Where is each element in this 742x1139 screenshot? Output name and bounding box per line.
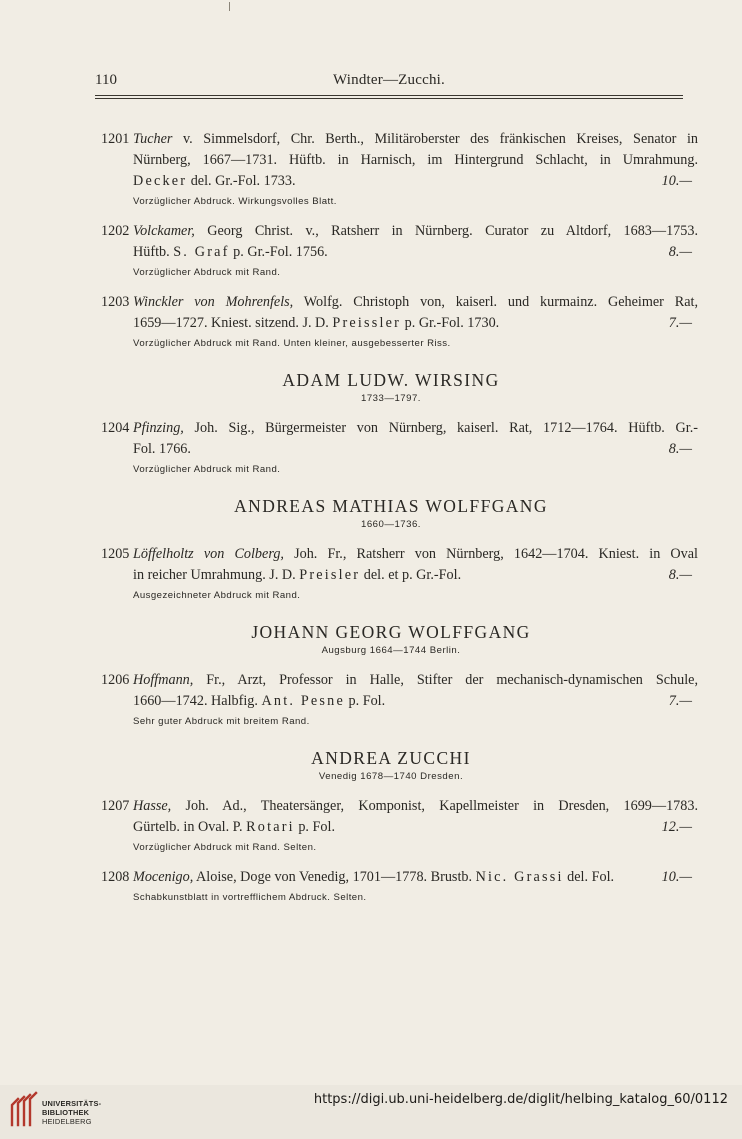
entry-text: Joh. Ad., Theatersänger, Komponist, Kapellmeister in Dresden, 1699—1783. [171,798,698,814]
entry-body [133,418,698,477]
catalog-entry [101,544,699,603]
condition-note: Sehr guter Abdruck mit breitem Rand. [133,716,310,727]
entry-text: in reicher Umrahmung. J. D. [133,567,300,583]
entry-text: Joh. Fr., Ratsherr von Nürnberg, 1642—1704. Kniest. in Oval [283,546,698,562]
condition-note: Schabkunstblatt in vortrefflichem Abdruck. Selten. [133,892,367,903]
entry-text: Nürnberg, 1667—1731. Hüftb. in Harnisch, im Hintergrund Schlacht, in Umrahmung. [133,152,698,168]
lot-price: 7.— [668,693,692,709]
entry-group-d [101,670,699,729]
lot-price: 10.— [661,869,692,885]
library-name [42,1100,101,1126]
entry-line [133,292,698,313]
lot-price: 7.— [668,315,692,331]
entry-line [133,150,698,171]
entry-text: 1659—1727. Kniest. sitzend. J. D. [133,315,333,331]
entry-body [133,670,698,729]
running-head: Windter—Zucchi. [333,72,445,88]
entry-body [133,292,698,351]
artist-dates: Augsburg 1664—1744 Berlin. [321,645,461,656]
engraver-name: Ant. Pesne [261,693,345,709]
library-line: UNIVERSITÄTS- [42,1099,102,1108]
entry-line [133,221,698,242]
entry-text: Joh. Sig., Bürgermeister von Nürnberg, kaiserl. Rat, 1712—1764. Hüftb. Gr.- [183,420,698,436]
sitter-name: Winckler von Mohrenfels, [133,294,294,310]
entry-line [133,171,698,192]
catalog-entry [101,292,699,351]
catalog-entry [101,418,699,477]
entry-text: Georg Christ. v., Ratsherr in Nürnberg. Curator zu Altdorf, 1683—1753. [194,223,698,239]
condition-note: Vorzüglicher Abdruck. Wirkungsvolles Blatt. [133,196,337,207]
entry-body [133,796,698,855]
artist-dates: 1733—1797. [361,393,421,404]
entry-line [133,565,698,586]
sitter-name: Hasse, [133,798,172,814]
artist-heading-wirsing [101,369,681,406]
entry-line [133,544,698,565]
entry-text: del. Gr.-Fol. 1733. [187,173,296,189]
engraver-name: Preisler [299,567,361,583]
lot-price: 8.— [668,441,692,457]
entry-text: del. et p. Gr.-Fol. [360,567,462,583]
catalog-entry [101,796,699,855]
lot-price: 8.— [668,567,692,583]
entry-line [133,867,698,888]
engraver-name: Decker [133,173,188,189]
artist-heading-am-wolffgang [101,495,681,532]
entry-body [133,867,698,905]
condition-note: Ausgezeichneter Abdruck mit Rand. [133,590,301,601]
catalog-content [101,129,699,917]
entry-text: p. Fol. [344,693,386,709]
entry-body [133,544,698,603]
header-rule-top [95,95,683,96]
entry-text: p. Gr.-Fol. 1756. [229,244,328,260]
entry-text: Gürtelb. in Oval. P. [133,819,247,835]
entry-line [133,817,698,838]
entry-line [133,691,698,712]
artist-name: ANDREA ZUCCHI [311,748,471,768]
sitter-name: Volckamer, [133,223,195,239]
lot-number: 1204 [101,420,130,436]
condition-note: Vorzüglicher Abdruck mit Rand. [133,267,281,278]
lot-price: 10.— [661,173,692,189]
entry-text: p. Gr.-Fol. 1730. [401,315,500,331]
entry-text: Aloise, Doge von Venedig, 1701—1778. Brustb. [193,869,476,885]
entry-line [133,313,698,334]
artist-dates: Venedig 1678—1740 Dresden. [318,771,464,782]
entry-line [133,796,698,817]
engraver-name: S. Graf [173,244,230,260]
sitter-name: Pfinzing, [133,420,184,436]
lot-number: 1206 [101,672,130,688]
sitter-name: Löffelholtz von Colberg, [133,546,284,562]
sitter-name: Tucher [133,131,173,147]
artist-name: ANDREAS MATHIAS WOLFFGANG [234,496,548,516]
artist-name: ADAM LUDW. WIRSING [282,370,500,390]
entry-text: del. Fol. [563,869,615,885]
engraver-name: Rotari [246,819,295,835]
page-header [95,72,683,94]
lot-number: 1205 [101,546,130,562]
catalog-entry [101,129,699,209]
artist-dates: 1660—1736. [361,519,421,530]
entry-text: p. Fol. [294,819,335,835]
lot-number: 1207 [101,798,130,814]
engraver-name: Nic. Grassi [475,869,564,885]
entry-body [133,129,698,209]
library-line: HEIDELBERG [42,1116,92,1126]
entry-line [133,129,698,150]
lot-number: 1202 [101,223,130,239]
sitter-name: Hoffmann, [133,672,194,688]
entry-line [133,242,698,263]
entry-body [133,221,698,280]
entry-group-a [101,129,699,351]
lot-number: 1201 [101,131,130,147]
scan-mark [229,2,230,11]
artist-heading-jg-wolffgang [101,621,681,658]
entry-text: Fol. 1766. [133,441,191,457]
library-logo-icon [8,1091,38,1127]
entry-text: v. Simmelsdorf, Chr. Berth., Militäroberster des fränkischen Kreises, Senator in [172,131,698,147]
entry-line [133,418,698,439]
condition-note: Vorzüglicher Abdruck mit Rand. Selten. [133,842,317,853]
page-number: 110 [95,72,117,88]
header-rule-bottom [95,98,683,99]
artist-heading-zucchi [101,747,681,784]
entry-text: 1660—1742. Halbfig. [133,693,262,709]
entry-text: Hüftb. [133,244,174,260]
entry-group-c [101,544,699,603]
catalog-entry [101,867,699,905]
lot-number: 1203 [101,294,130,310]
entry-text: Fr., Arzt, Professor in Halle, Stifter der mechanisch-dynamischen Schule, [193,672,698,688]
entry-text: Wolfg. Christoph von, kaiserl. und kurmainz. Geheimer Rat, [293,294,698,310]
entry-group-b [101,418,699,477]
catalog-entry [101,221,699,280]
lot-number: 1208 [101,869,130,885]
entry-line [133,670,698,691]
catalog-entry [101,670,699,729]
condition-note: Vorzüglicher Abdruck mit Rand. Unten kleiner, ausgebesserter Riss. [133,338,451,349]
engraver-name: Preissler [332,315,402,331]
artist-name: JOHANN GEORG WOLFFGANG [251,622,531,642]
lot-price: 12.— [661,819,692,835]
source-url-link[interactable]: https://digi.ub.uni-heidelberg.de/diglit/helbing_katalog_60/0112 [313,1092,728,1107]
condition-note: Vorzüglicher Abdruck mit Rand. [133,464,281,475]
sitter-name: Mocenigo, [133,869,194,885]
entry-group-e [101,796,699,905]
library-line: BIBLIOTHEK [42,1107,90,1117]
entry-line [133,439,698,460]
lot-price: 8.— [668,244,692,260]
